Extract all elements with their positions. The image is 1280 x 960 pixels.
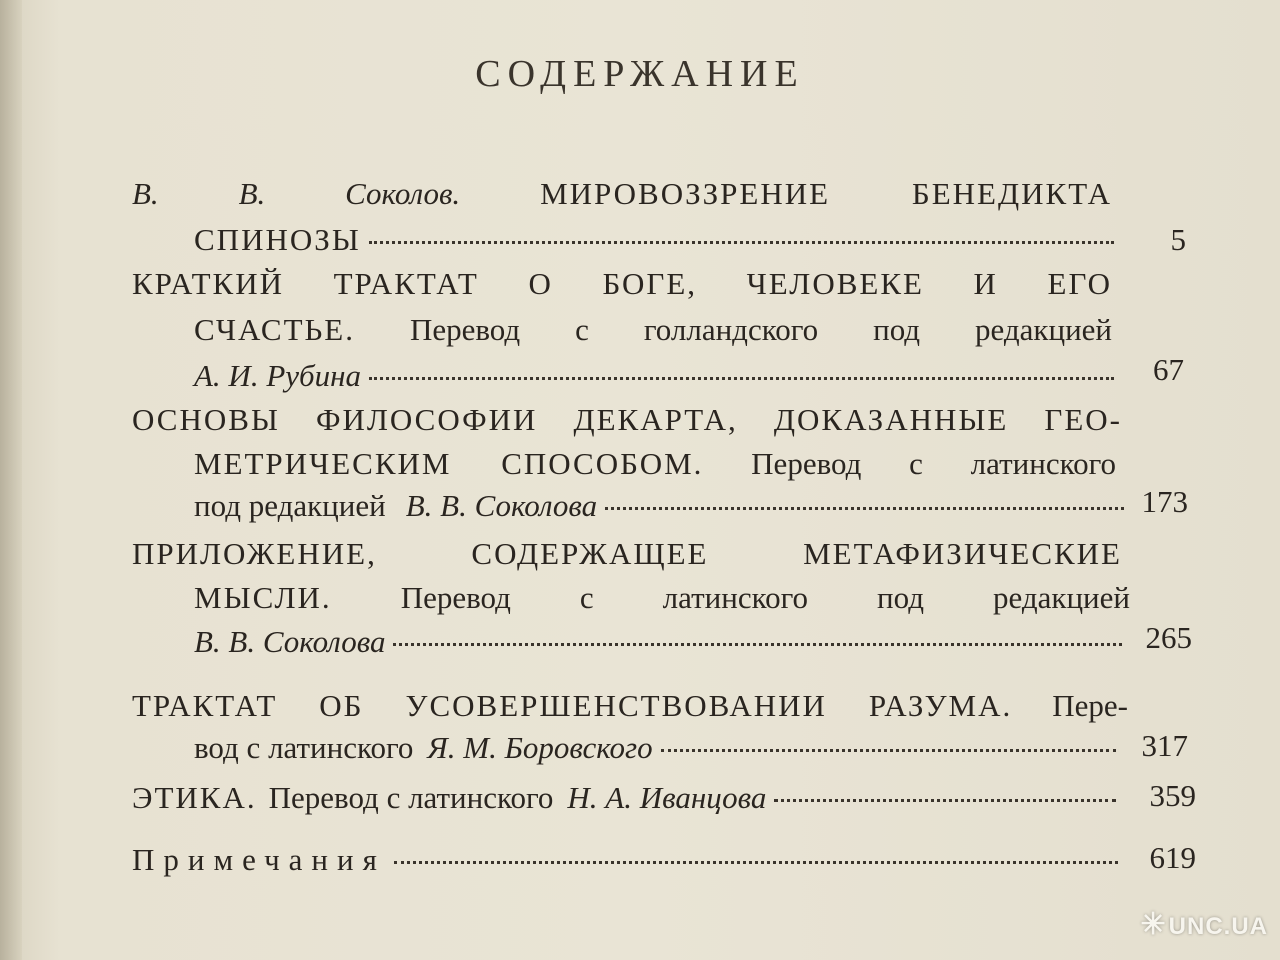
book-gutter: [0, 0, 22, 960]
toc-leader-line: [194, 490, 1132, 521]
dot-leader: [369, 240, 1114, 244]
toc-leader-line: [132, 782, 1124, 813]
toc-leader-line: [194, 626, 1130, 657]
toc-editor: В. В. Соколова: [405, 488, 598, 523]
toc-page-number: 173: [1141, 484, 1188, 519]
toc-note: Перевод с латинского: [268, 780, 554, 815]
star-burst-icon: ✳: [1140, 908, 1167, 941]
toc-page-number: 67: [1153, 352, 1184, 387]
toc-editor: Н. А. Иванцова: [567, 780, 767, 815]
toc-note: вод с латинского: [194, 730, 414, 765]
toc-title: Примечания: [132, 842, 386, 877]
toc-entry-line: [132, 404, 1122, 444]
toc-editor: Я. М. Боровского: [427, 730, 653, 765]
toc-title: ПРИЛОЖЕНИЕ, СОДЕРЖАЩЕЕ МЕТАФИЗИЧЕСКИЕ: [132, 536, 1122, 571]
toc-author: В. В. Соколов.: [132, 176, 461, 211]
toc-title: ЭТИКА.: [132, 780, 257, 815]
toc-title: МЕТРИЧЕСКИМ СПОСОБОМ.: [194, 446, 704, 481]
dot-leader: [605, 506, 1124, 510]
toc-entry-line: [132, 538, 1122, 578]
toc-title: ТРАКТАТ ОБ УСОВЕРШЕНСТВОВАНИИ РАЗУМА.: [132, 688, 1013, 723]
toc-page-number: 265: [1145, 620, 1192, 655]
page-title: СОДЕРЖАНИЕ: [475, 53, 805, 95]
toc-entry-line: [194, 448, 1116, 488]
toc-entry-line: [132, 178, 1112, 218]
toc-editor: В. В. Соколова: [194, 624, 386, 659]
dot-leader: [774, 798, 1116, 802]
dot-leader: [661, 748, 1116, 752]
toc-page-number: 5: [1170, 222, 1186, 257]
toc-page-number: 317: [1141, 728, 1188, 763]
toc-editor: А. И. Рубина: [194, 358, 361, 393]
dot-leader: [369, 376, 1114, 380]
site-watermark: [1141, 907, 1268, 942]
toc-leader-line: [194, 224, 1122, 255]
toc-note: Пере-: [1052, 688, 1128, 723]
toc-title: МЫСЛИ.: [194, 580, 332, 615]
toc-leader-line: [194, 360, 1122, 391]
toc-title: ОСНОВЫ ФИЛОСОФИИ ДЕКАРТА, ДОКАЗАННЫЕ ГЕО-: [132, 402, 1122, 437]
toc-title: СЧАСТЬЕ.: [194, 312, 355, 347]
toc-note: Перевод с латинского: [751, 446, 1117, 481]
toc-entry-line: [132, 268, 1112, 308]
toc-note: Перевод с латинского под редакцией: [400, 580, 1130, 615]
toc-entry-line: [132, 690, 1128, 730]
toc-page-number: 619: [1149, 840, 1196, 875]
dot-leader: [394, 860, 1118, 864]
toc-entry-line: [194, 582, 1130, 622]
toc-title: МИРОВОЗЗРЕНИЕ БЕНЕДИКТА: [540, 176, 1112, 211]
toc-note: под редакцией: [194, 488, 386, 523]
toc-page-number: 359: [1149, 778, 1196, 813]
toc-title: СПИНОЗЫ: [194, 222, 361, 257]
toc-leader-line: [132, 844, 1126, 875]
toc-entry-line: [194, 314, 1112, 354]
toc-title: КРАТКИЙ ТРАКТАТ О БОГЕ, ЧЕЛОВЕКЕ И ЕГО: [132, 266, 1112, 301]
toc-leader-line: [194, 732, 1124, 763]
toc-note: Перевод с голландского под редакцией: [409, 312, 1113, 347]
dot-leader: [393, 642, 1122, 646]
watermark-text: UNC.UA: [1168, 913, 1268, 940]
